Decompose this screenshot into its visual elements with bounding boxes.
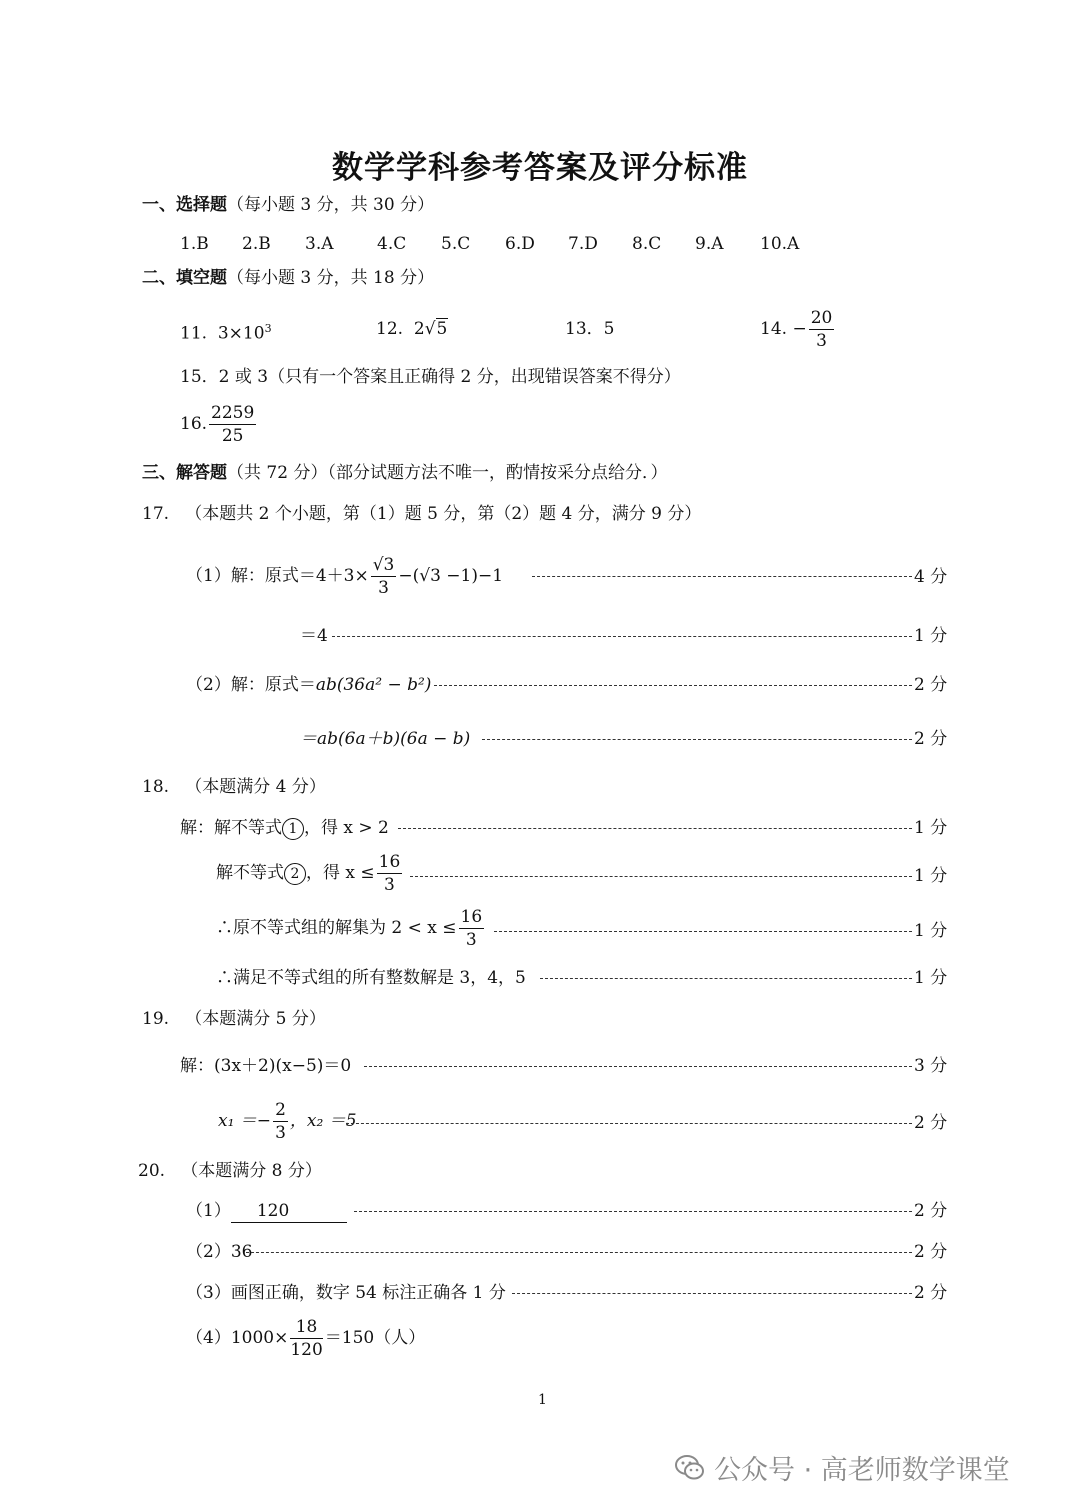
q20-p4-result: ＝150（人）	[324, 1328, 426, 1348]
q14-denominator: 3	[816, 331, 827, 351]
q20-part3: （3）画图正确，数字 54 标注正确各 1 分	[186, 1283, 506, 1303]
q20-note: （本题满分 8 分）	[181, 1161, 322, 1181]
q18-l3-score: 1 分	[914, 921, 948, 941]
q19-header	[142, 1008, 326, 1030]
q14-number: 14.	[760, 319, 788, 339]
q18-l2-numerator: 16	[378, 852, 401, 872]
dash-leader	[494, 931, 912, 932]
q18-line3	[216, 906, 486, 951]
q20-p1-answer-blank: 120	[231, 1200, 347, 1223]
section-solve-label: 三、解答题	[142, 463, 227, 483]
q12-coefficient: 2	[413, 319, 425, 339]
watermark-text: 公众号 · 高老师数学课堂	[714, 1455, 1010, 1486]
section-fill-header	[142, 267, 434, 289]
dash-leader	[410, 876, 912, 877]
section-choice-note: （每小题 3 分，共 30 分）	[227, 195, 435, 215]
section-choice-label: 一、选择题	[142, 195, 227, 215]
q18-l1-text: 解：解不等式	[180, 818, 282, 838]
q18-l3-fraction	[459, 906, 485, 951]
q11-number: 11.	[180, 323, 208, 344]
q17-p2-label: （2）解：原式＝	[186, 675, 316, 695]
q17-p1-denominator: 3	[378, 578, 389, 598]
q17-part1-result: ＝4	[300, 626, 328, 646]
q20-part4	[186, 1316, 425, 1361]
q17-header	[142, 503, 701, 525]
q18-l3-denominator: 3	[465, 930, 477, 950]
mc-answer-4: 4.C	[377, 234, 407, 254]
q18-header	[142, 776, 326, 798]
q16-numerator: 2259	[211, 403, 255, 423]
q17-part2-result	[300, 728, 470, 750]
q20-part2: （2）36	[186, 1242, 253, 1262]
fill-q11	[180, 318, 272, 345]
circled-number: 1	[282, 818, 304, 840]
dash-leader	[332, 636, 912, 637]
q19-l2-x2: ，x₂ ＝5	[289, 1111, 357, 1131]
circled-number: 2	[284, 863, 306, 885]
fill-q13: 13．5	[565, 319, 615, 339]
mc-answer-3: 3.A	[305, 234, 334, 254]
q19-note: （本题满分 5 分）	[185, 1009, 326, 1029]
section-fill-note: （每小题 3 分，共 18 分）	[227, 268, 435, 288]
q16-fraction	[209, 402, 256, 447]
q11-base: 3×10	[217, 323, 265, 344]
q11-exponent: 3	[264, 322, 272, 335]
mc-answer-2: 2.B	[242, 234, 271, 254]
q18-line4: ∴满足不等式组的所有整数解是 3，4，5	[216, 968, 526, 988]
q18-note: （本题满分 4 分）	[185, 777, 326, 797]
section-solve-note: （共 72 分）（部分试题方法不唯一，酌情按采分点给分．）	[227, 463, 668, 483]
q14-fraction	[809, 307, 835, 352]
q14-sign: −	[792, 319, 807, 339]
q18-l2-result: ，得 x ≤	[306, 863, 375, 883]
q17-p1-tail: −(√3 −1)−1	[398, 566, 504, 586]
section-choice-header	[142, 194, 434, 216]
q18-line1	[180, 817, 389, 840]
q18-l3-text: ∴原不等式组的解集为 2 < x ≤	[216, 918, 457, 938]
dash-leader	[482, 739, 912, 740]
q18-l2-score: 1 分	[914, 866, 948, 886]
q20-part1	[186, 1200, 347, 1223]
q19-l2-x1: x₁ ＝−	[218, 1111, 272, 1131]
q17-p2b-score: 2 分	[914, 729, 948, 749]
q17-p1-score: 4 分	[914, 567, 948, 587]
dash-leader	[398, 828, 912, 829]
q20-p2-score: 2 分	[914, 1242, 948, 1262]
q17-p2-score: 2 分	[914, 675, 948, 695]
mc-answer-1: 1.B	[180, 234, 209, 254]
q18-l1-score: 1 分	[914, 818, 948, 838]
dash-leader	[532, 576, 912, 577]
section-solve-header	[142, 462, 667, 484]
q20-p4-text: （4）1000×	[186, 1328, 289, 1348]
q20-number: 20.	[138, 1161, 166, 1181]
q19-number: 19.	[142, 1009, 170, 1029]
dash-leader	[512, 1293, 912, 1294]
q16-denominator: 25	[221, 426, 244, 446]
q19-l2-numerator: 2	[275, 1100, 286, 1120]
q20-p4-numerator: 18	[290, 1316, 322, 1339]
q17-note: （本题共 2 个小题，第（1）题 5 分，第（2）题 4 分，满分 9 分）	[185, 504, 702, 524]
mc-answer-6: 6.D	[505, 234, 535, 254]
q17-number: 17.	[142, 504, 170, 524]
fill-q14	[760, 307, 836, 352]
q18-l4-score: 1 分	[914, 968, 948, 988]
q18-l2-fraction	[377, 851, 403, 896]
q17-p2-expression: ab(36a² − b²)	[315, 675, 432, 695]
wechat-icon	[674, 1452, 706, 1484]
q18-l2-text: 解不等式	[216, 863, 284, 883]
q12-number: 12.	[376, 319, 404, 339]
q19-line2	[218, 1099, 357, 1144]
q18-l3-numerator: 16	[460, 907, 483, 927]
mc-answer-9: 9.A	[695, 234, 724, 254]
dash-leader	[354, 1211, 912, 1212]
mc-answer-5: 5.C	[441, 234, 471, 254]
q20-p1-score: 2 分	[914, 1201, 948, 1221]
section-fill-label: 二、填空题	[142, 268, 227, 288]
dash-leader	[540, 978, 912, 979]
q17-p1-fraction	[371, 554, 397, 599]
page-number: 1	[538, 1392, 547, 1408]
dash-leader	[364, 1066, 912, 1067]
q16-number: 16.	[180, 414, 208, 434]
fill-q15: 15．2 或 3（只有一个答案且正确得 2 分，出现错误答案不得分）	[180, 367, 681, 387]
q12-radicand: 5	[436, 319, 448, 339]
q20-p1-label: （1）	[186, 1201, 231, 1221]
fill-q16	[180, 402, 258, 447]
mc-answer-8: 8.C	[632, 234, 662, 254]
q17-p1-label: （1）解：原式＝4＋3×	[186, 566, 369, 586]
dash-leader	[434, 685, 912, 686]
q20-p4-denominator: 120	[290, 1340, 323, 1360]
mc-answer-10: 10.A	[760, 234, 800, 254]
q20-p3-score: 2 分	[914, 1283, 948, 1303]
q17-p1-numerator: √3	[372, 555, 395, 575]
watermark	[674, 1448, 1010, 1487]
q14-numerator: 20	[810, 308, 833, 328]
dash-leader	[246, 1252, 912, 1253]
mc-answer-7: 7.D	[568, 234, 598, 254]
q17-p1b-score: 1 分	[914, 626, 948, 646]
q20-p4-fraction	[290, 1316, 322, 1361]
q17-part2	[186, 674, 431, 696]
q17-p2b-expression: ＝ab(6a＋b)(6a − b)	[300, 729, 471, 749]
page-title: 数学学科参考答案及评分标准	[332, 150, 748, 186]
q19-l2-denominator: 3	[275, 1123, 286, 1143]
q18-number: 18.	[142, 777, 170, 797]
q17-part1	[186, 554, 503, 599]
q19-l1-score: 3 分	[914, 1056, 948, 1076]
dash-leader	[346, 1123, 912, 1124]
fill-q12: 12. 2√5	[376, 319, 448, 339]
q18-line2	[216, 851, 404, 896]
q18-l1-result: ，得 x > 2	[304, 818, 389, 838]
q19-line1: 解：(3x＋2)(x−5)＝0	[180, 1056, 352, 1076]
q19-l2-fraction	[273, 1099, 288, 1144]
q19-l2-score: 2 分	[914, 1113, 948, 1133]
q20-header	[138, 1160, 322, 1182]
q18-l2-denominator: 3	[384, 875, 395, 895]
